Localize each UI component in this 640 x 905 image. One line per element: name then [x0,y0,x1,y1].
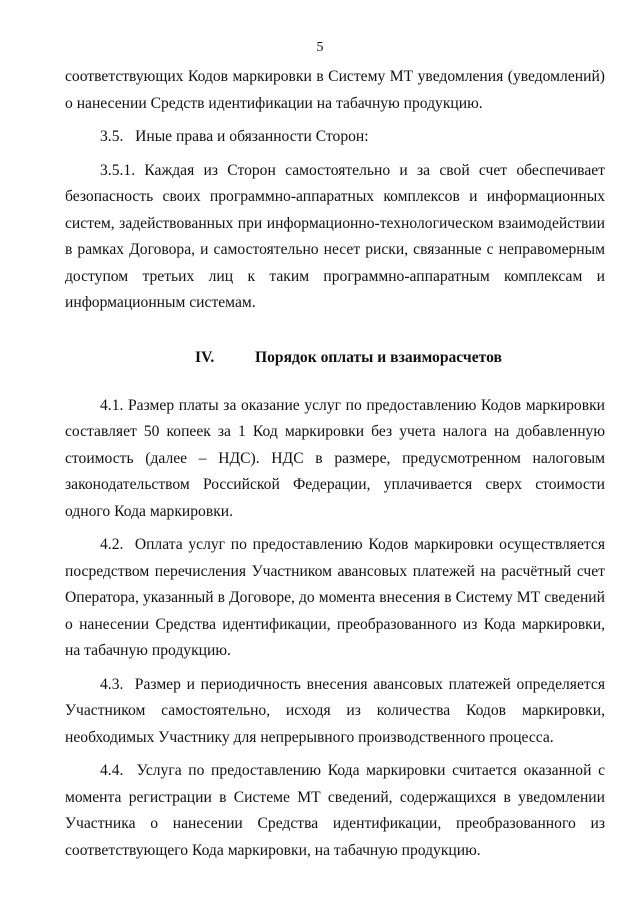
clause-4-2: 4.2. Оплата услуг по предоставлению Кодов маркировки осуществляется посредством перечисления Участником авансовых платежей на расчётный счет Оператора, указанный в Договоре, до момента внесения в Систему МТ сведений о нанесении Средства идентификации, преобразованного из Кода маркировки, на табачную продукцию. [65,536,605,659]
clause-3-5-1: 3.5.1. Каждая из Сторон самостоятельно и за свой счет обеспечивает безопасность своих программно-аппаратных комплексов и информационных систем, задействованных при информационно-технологическом взаимодействии в рамках Договора, и самостоятельно несет риски, связанные с неправомерным доступом третьих лиц к таким программно-аппаратным комплексам и информационным системам. [65,161,605,311]
clause-3-5: 3.5. Иные права и обязанности Сторон: [100,128,369,145]
clause-4-3: 4.3. Размер и периодичность внесения авансовых платежей определяется Участником самостоятельно, исходя из количества Кодов маркировки, необходимых Участнику для непрерывного производственного процесса. [65,675,605,746]
section-title: Порядок оплаты и взаиморасчетов [255,348,502,366]
document-body [65,64,605,864]
clause-4-1: 4.1. Размер платы за оказание услуг по предоставлению Кодов маркировки составляет 50 копеек за 1 Код маркировки без учета налога на добавленную стоимость (далее – НДС). НДС в размере, предусмотренном налоговым законодательством Российской Федерации, уплачивается сверх стоимости одного Кода маркировки. [65,396,605,520]
section-number: IV. [195,348,215,366]
paragraph-continuation: соответствующих Кодов маркировки в Систему МТ уведомления (уведомлений) о нанесении Средств идентификации на табачную продукцию. [65,68,605,112]
spacer [65,317,605,345]
clause-4-4: 4.4. Услуга по предоставлению Кода маркировки считается оказанной с момента регистрации в Системе МТ сведений, содержащихся в уведомлении Участника о нанесении Средства идентификации, преобразованного из соответствующего Кода маркировки, на табачную продукцию. [65,762,605,859]
page-number: 5 [316,40,324,55]
section-heading [65,345,605,371]
spacer [65,371,605,393]
